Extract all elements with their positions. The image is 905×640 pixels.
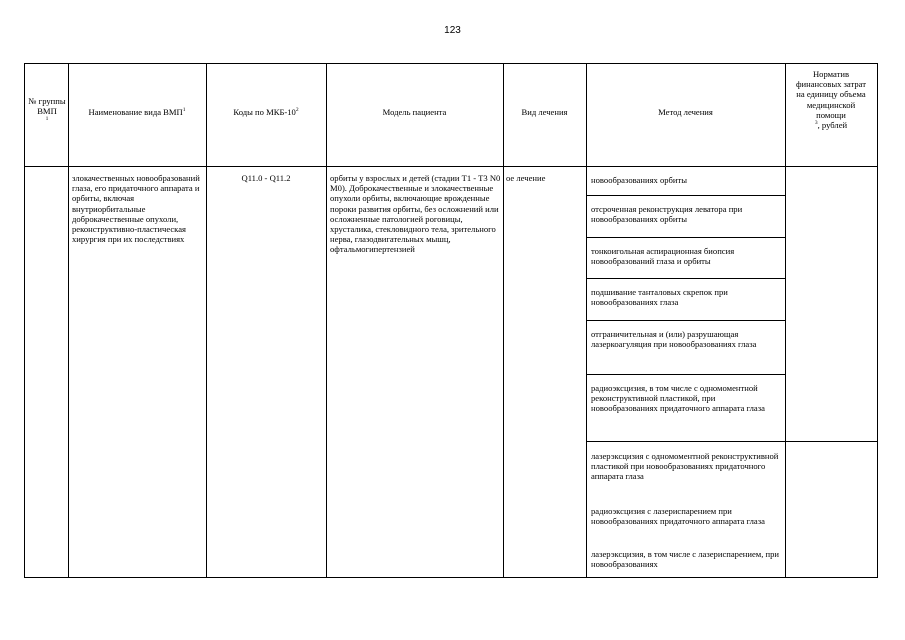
method-item: лазерэксцизия с одномоментной реконструктивной пластикой при новообразованиях придаточного аппарата глаза [591,451,779,482]
header-vmp-name: Наименование вида ВМП$^1$ [88,107,186,117]
header-group-no: № группы ВМП$^1$ [28,96,66,123]
cell-icd-codes: Q11.0 - Q11.2 [241,173,291,183]
method-item: лазерэксцизия, в том числе с лазериспарением, при новообразованиях [591,549,780,570]
header-treatment-type: Вид лечения [521,107,568,117]
header-icd-codes: Коды по МКБ-$10^2$ [233,107,299,117]
method-item: подшивание танталовых скрепок при новообразованиях глаза [591,287,728,308]
method-item: радиоэксцизия с лазериспарением при новообразованиях придаточного аппарата глаза [591,506,765,527]
cell-vmp-name: злокачественных новообразований глаза, его придаточного аппарата и орбиты, включая внутриорбитальные доброкачественные опухоли, реконструктивно-пластическая хирургия при их последствиях [72,173,200,245]
method-item: отграничительная и (или) разрушающая лазеркоагуляция при новообразованиях глаза [591,329,757,350]
cell-patient-model: орбиты у взрослых и детей (стадии T1 - T3 N0 M0). Доброкачественные и злокачественные опухоли орбиты, включающие врожденные пороки развития орбиты, без осложнений или осложненные патологией роговицы, хрусталика, стекловидного тела, зрительного нерва, глазодвигательных мышц, офтальмогипертензией [330,173,501,255]
page-number: 123 [444,25,461,36]
method-item: новообразованиях орбиты [591,175,688,185]
method-item: тонкоигольная аспирационная биопсия новообразований глаза и орбиты [591,246,735,267]
header-standard-costs: Норматив финансовых затрат на единицу объема медицинской помощи$^3$, рублей [795,69,867,131]
cell-treatment-type: ое лечение [506,173,546,183]
method-item: отсроченная реконструкция леватора при новообразованиях орбиты [591,204,743,225]
header-patient-model: Модель пациента [382,107,447,117]
method-item: радиоэксцизия, в том числе с одномоментной реконструктивной пластикой, при новообразованиях придаточного аппарата глаза [591,383,765,414]
header-treatment-method: Метод лечения [658,107,713,117]
